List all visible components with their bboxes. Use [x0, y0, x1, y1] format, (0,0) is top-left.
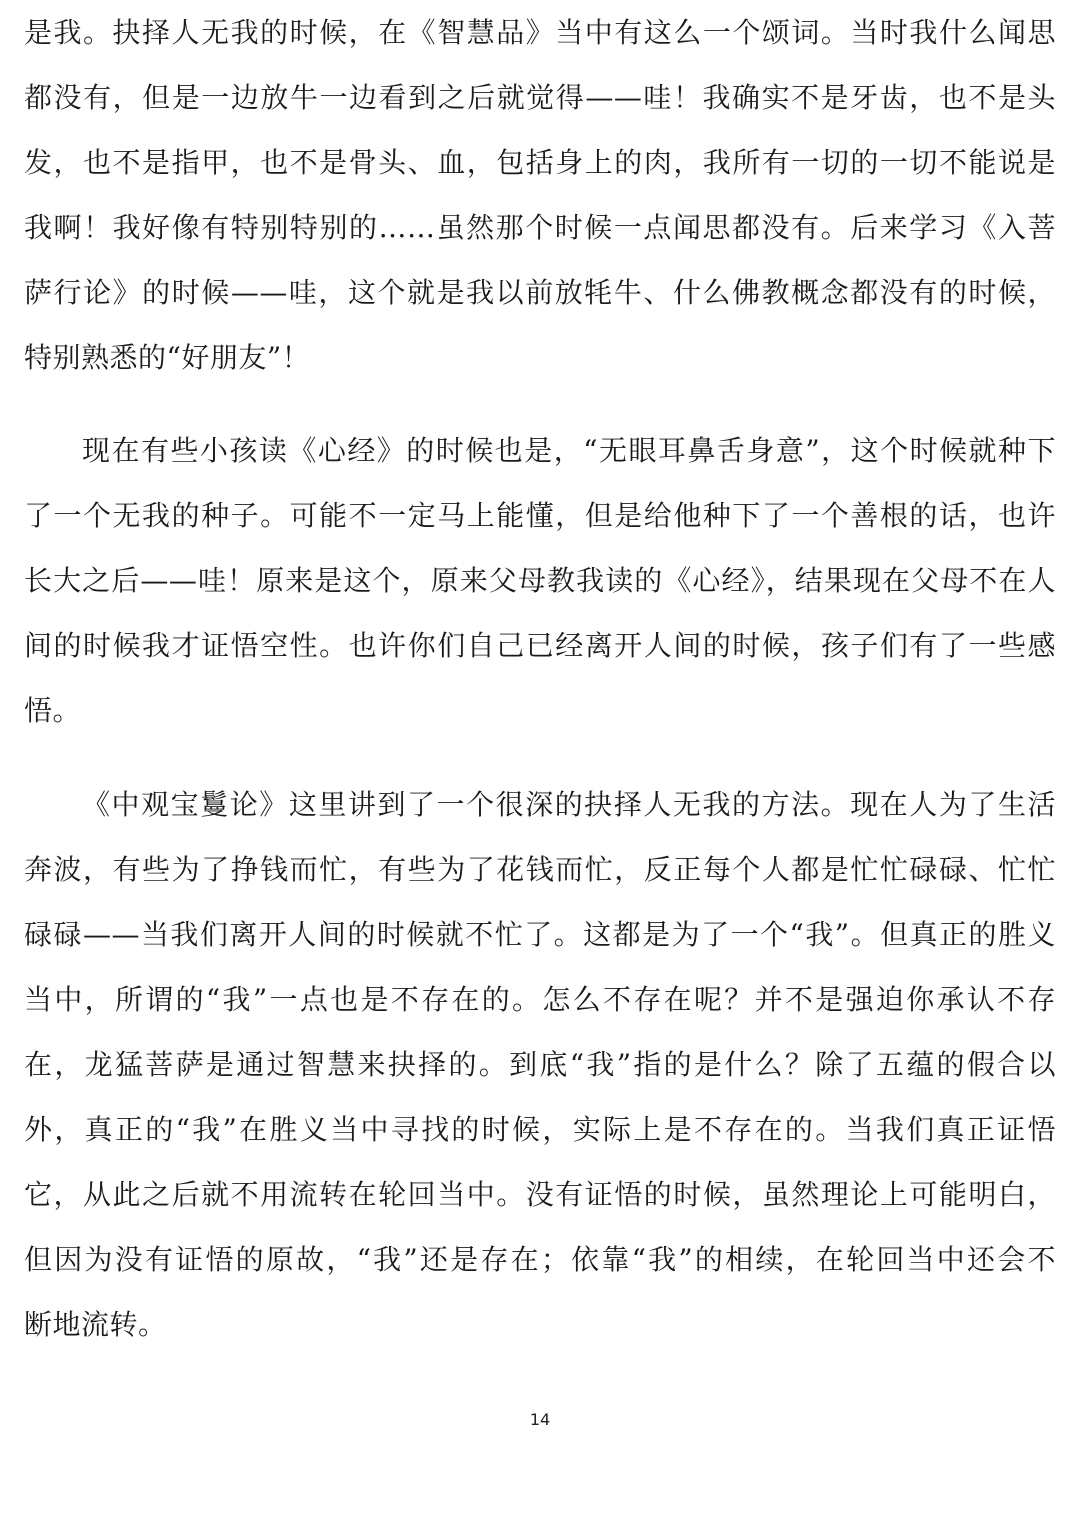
text-line: 但因为没有证悟的原故，“我”还是存在；依靠“我”的相续，在轮回当中还会不 — [24, 1243, 1056, 1276]
text-line: 长大之后——哇！原来是这个，原来父母教我读的《心经》，结果现在父母不在人 — [24, 564, 1056, 597]
text-line: 特别熟悉的“好朋友”！ — [24, 341, 311, 374]
text-line: 是我。抉择人无我的时候，在《智慧品》当中有这么一个颂词。当时我什么闻思 — [24, 16, 1056, 49]
text-line: 在，龙猛菩萨是通过智慧来抉择的。到底“我”指的是什么？除了五蕴的假合以 — [24, 1048, 1056, 1081]
text-line: 外，真正的“我”在胜义当中寻找的时候，实际上是不存在的。当我们真正证悟 — [24, 1113, 1056, 1146]
text-line: 悟。 — [24, 694, 82, 727]
text-line: 现在有些小孩读《心经》的时候也是，“无眼耳鼻舌身意”，这个时候就种下 — [82, 434, 1056, 467]
page-number: 14 — [529, 1410, 551, 1429]
text-line: 当中，所谓的“我”一点也是不存在的。怎么不存在呢？并不是强迫你承认不存 — [24, 983, 1056, 1016]
text-line: 间的时候我才证悟空性。也许你们自己已经离开人间的时候，孩子们有了一些感 — [24, 629, 1056, 662]
text-line: 我啊！我好像有特别特别的……虽然那个时候一点闻思都没有。后来学习《入菩 — [24, 211, 1056, 244]
text-line: 《中观宝鬘论》这里讲到了一个很深的抉择人无我的方法。现在人为了生活 — [82, 788, 1056, 821]
text-line: 萨行论》的时候——哇，这个就是我以前放牦牛、什么佛教概念都没有的时候， — [24, 276, 1056, 309]
text-line: 碌碌——当我们离开人间的时候就不忙了。这都是为了一个“我”。但真正的胜义 — [24, 918, 1056, 951]
text-line: 奔波，有些为了挣钱而忙，有些为了花钱而忙，反正每个人都是忙忙碌碌、忙忙 — [24, 853, 1056, 886]
text-line: 发，也不是指甲，也不是骨头、血，包括身上的肉，我所有一切的一切不能说是 — [24, 146, 1056, 179]
text-line: 它，从此之后就不用流转在轮回当中。没有证悟的时候，虽然理论上可能明白， — [24, 1178, 1056, 1211]
text-line: 了一个无我的种子。可能不一定马上能懂，但是给他种下了一个善根的话，也许 — [24, 499, 1056, 532]
text-line: 都没有，但是一边放牛一边看到之后就觉得——哇！我确实不是牙齿，也不是头 — [24, 81, 1056, 114]
text-line: 断地流转。 — [24, 1308, 167, 1341]
